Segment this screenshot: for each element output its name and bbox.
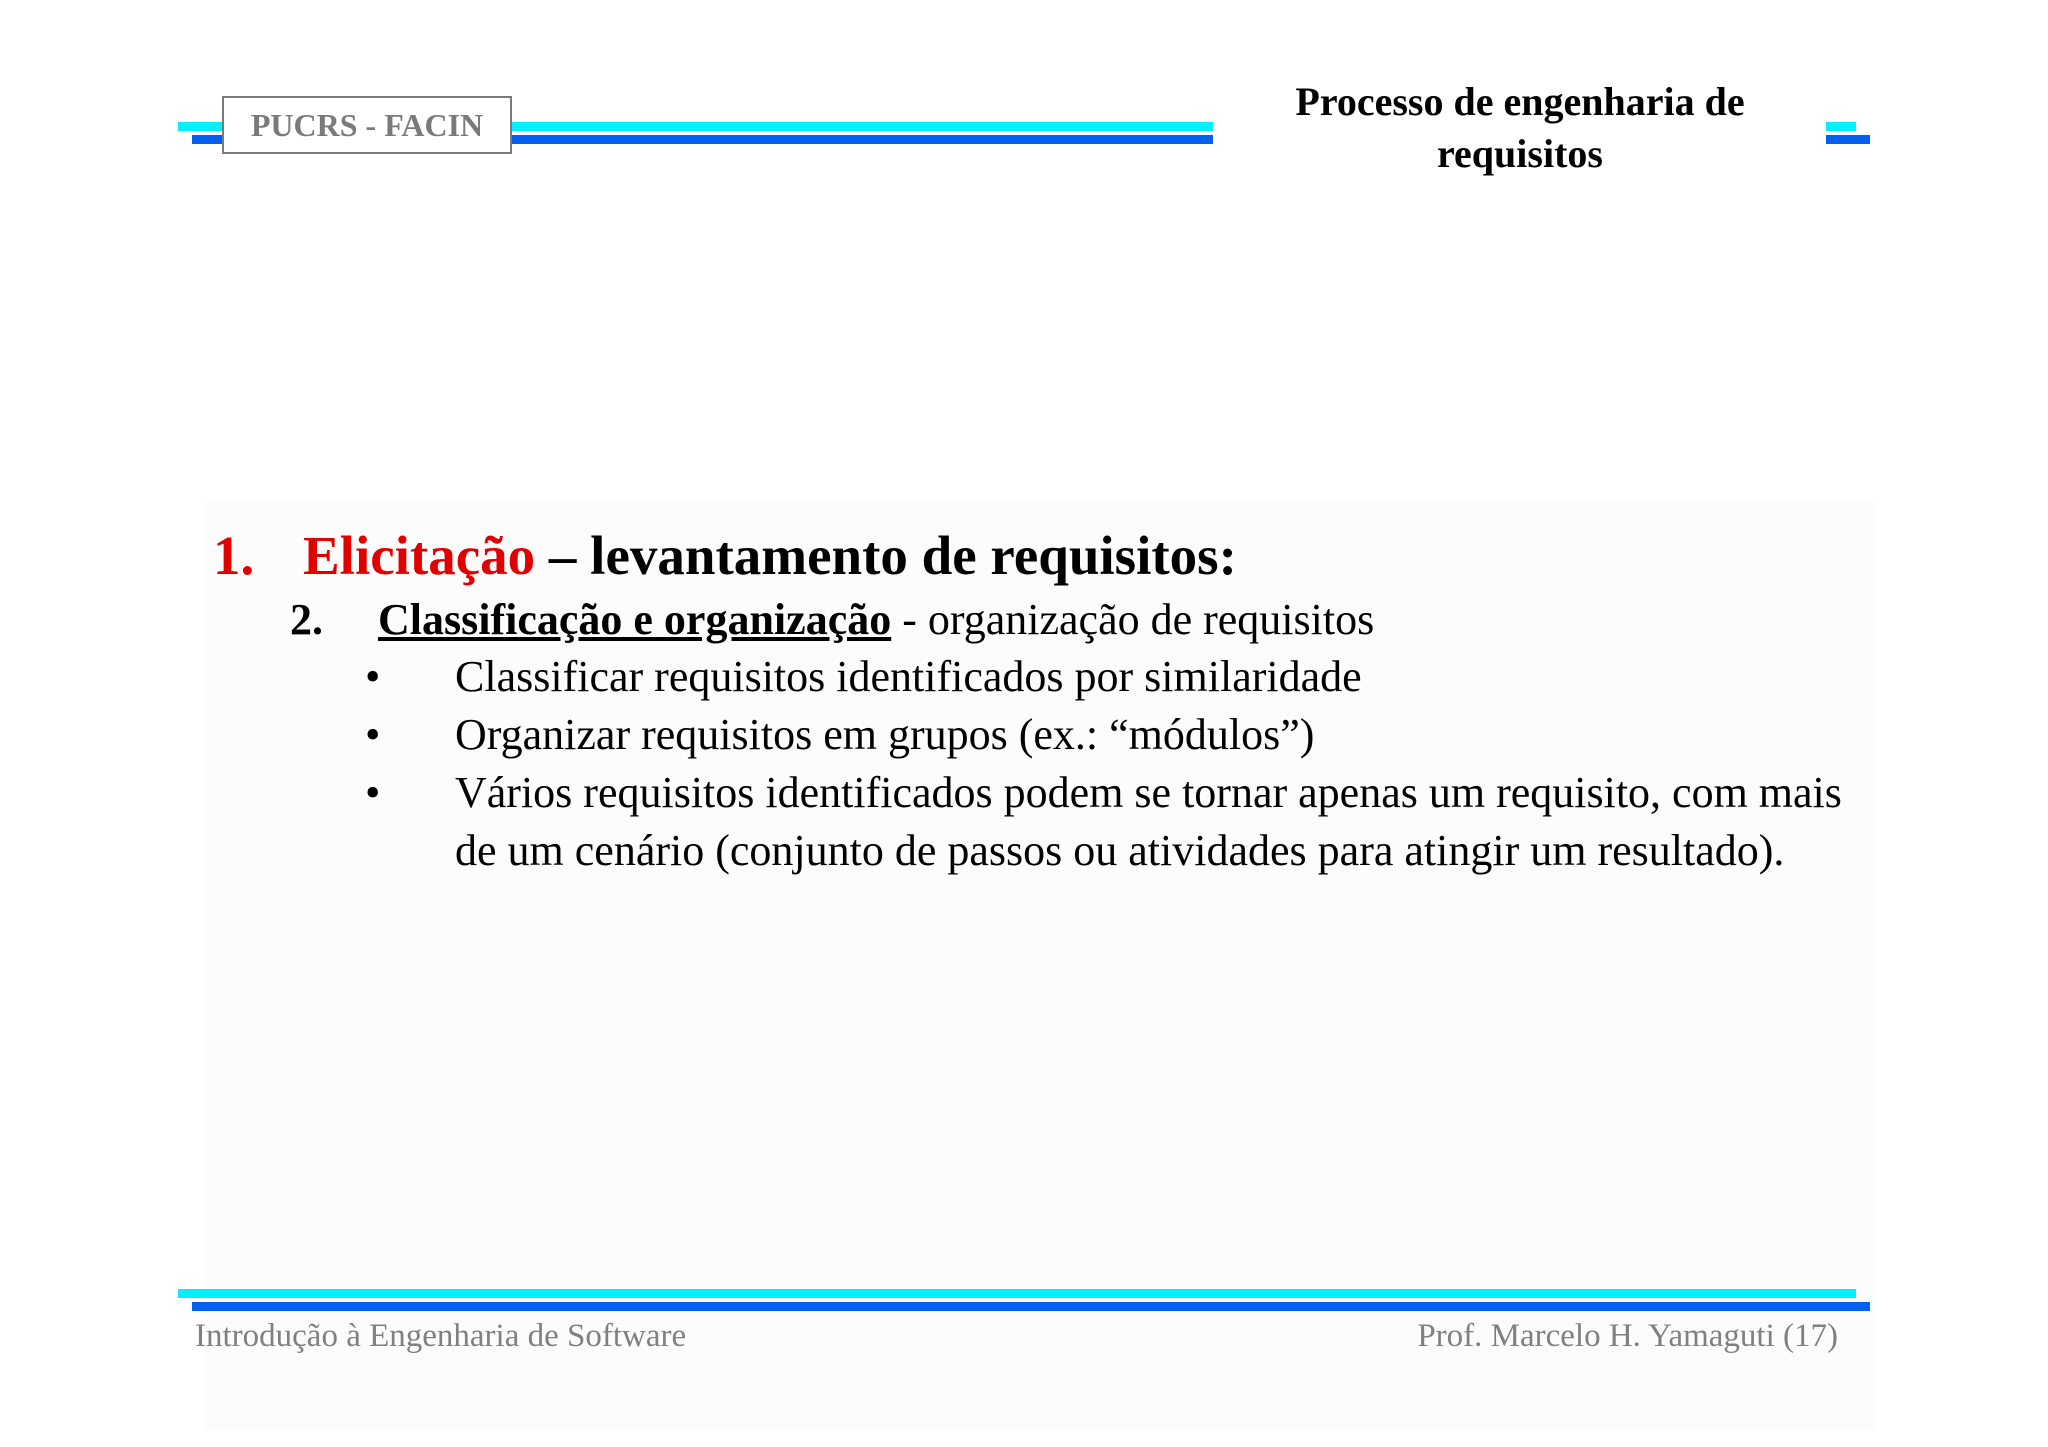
list-item-text: Classificar requisitos identificados por similaridade (455, 652, 1362, 701)
outline-subitem-classificacao (290, 592, 1374, 648)
list-item (365, 706, 1845, 764)
footer-line-cyan (178, 1289, 1856, 1298)
slide-title-line2: requisitos (1437, 131, 1603, 176)
outline-item-term: Elicitação (303, 525, 536, 586)
footer-author-page: Prof. Marcelo H. Yamaguti (17) (1417, 1318, 1838, 1354)
list-item-text: Organizar requisitos em grupos (ex.: “módulos”) (455, 710, 1315, 759)
footer-line-blue (192, 1302, 1870, 1311)
bullet-icon: • (365, 652, 381, 701)
header-line-blue-right (1826, 135, 1870, 144)
institution-label: PUCRS - FACIN (222, 96, 512, 154)
bullet-icon: • (365, 768, 381, 817)
header-line-cyan-right (1826, 122, 1856, 131)
bullet-icon: • (365, 710, 381, 759)
list-item-text: Vários requisitos identificados podem se tornar apenas um requisito, com mais de um cenário (conjunto de passos ou atividades para atingir um resultado). (455, 768, 1842, 875)
outline-item-description: – levantamento de requisitos: (535, 525, 1237, 586)
outline-subitem-term: Classificação e organização (378, 595, 892, 644)
list-item (365, 648, 1845, 706)
slide-title-line1: Processo de engenharia de (1295, 79, 1745, 124)
slide-title (1240, 76, 1800, 180)
outline-item-number: 1. (213, 525, 255, 586)
outline-subitem-number: 2. (290, 595, 323, 644)
footer-course: Introdução à Engenharia de Software (195, 1318, 687, 1354)
outline-item-elicitacao (213, 524, 1237, 588)
outline-subitem-description: - organização de requisitos (891, 595, 1375, 644)
bullet-list (365, 648, 1845, 880)
list-item (365, 764, 1845, 880)
